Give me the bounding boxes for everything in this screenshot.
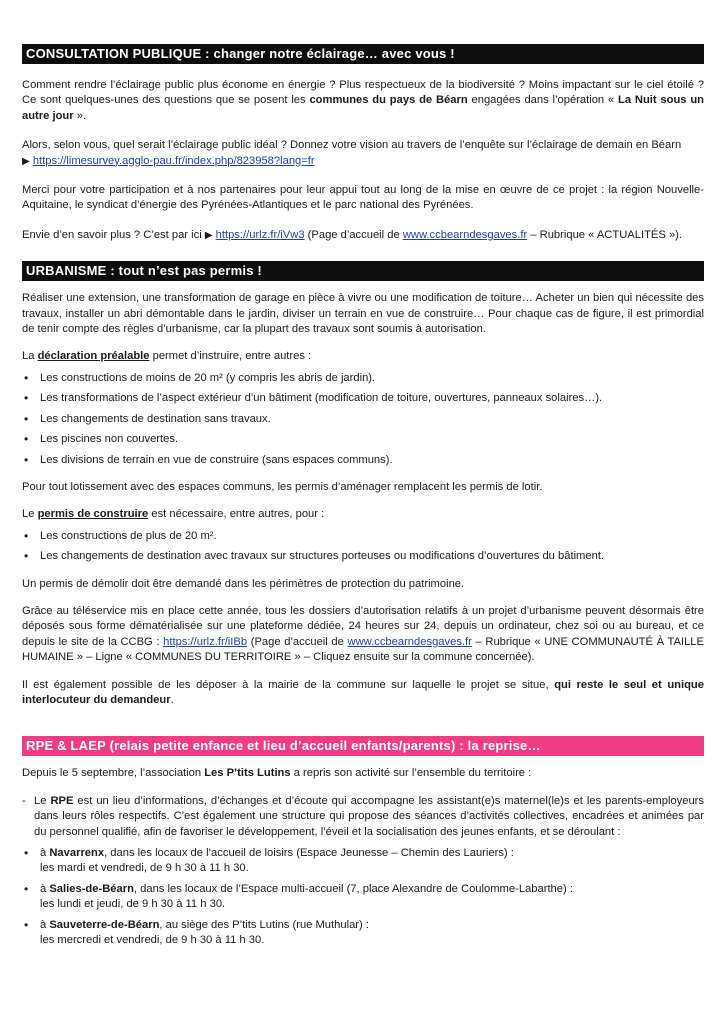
bold-underlined-text: permis de construire: [37, 508, 149, 521]
text: Le: [34, 794, 51, 807]
bold-underlined-text: déclaration préalable: [37, 350, 150, 363]
text: (Page d’accueil de: [247, 635, 348, 648]
list-item: • Les constructions de moins de 20 m² (y compris les abris de jardin).: [22, 371, 704, 386]
list-item: • Les transformations de l’aspect extérieur d’un bâtiment (modification de toiture, ouvertures, panneaux solaires…).: [22, 391, 704, 406]
text: à: [40, 882, 50, 895]
declaration-list: [22, 371, 704, 468]
bold-text: RPE: [50, 794, 74, 807]
list-item: • Les divisions de terrain en vue de construire (sans espaces communs).: [22, 453, 704, 468]
schedule-text: les lundi et jeudi, de 9 h 30 à 11 h 30.: [40, 898, 226, 911]
actualites-short-link[interactable]: https://urlz.fr/iVw3: [215, 228, 305, 241]
paragraph-consultation-thanks: Merci pour votre participation et à nos partenaires pour leur appui tout au long de la mise en œuvre de ce projet : la région Nouvelle-Aquitaine, le syndicat d’énergie des Pyrénées-Atlantiques et le parc national des Pyrénées.: [22, 184, 704, 212]
text: (Page d’accueil de: [304, 228, 403, 241]
text: est nécessaire, entre autres, pour :: [148, 508, 325, 521]
list-item: • Les piscines non couvertes.: [22, 432, 704, 447]
ccbg-website-link[interactable]: www.ccbearndesgaves.fr: [402, 228, 528, 241]
paragraph-consultation-survey: [22, 138, 704, 169]
paragraph-rpe-description: [22, 794, 704, 840]
text: , au siège des P’tits Lutins (rue Muthular) :: [159, 918, 369, 931]
bold-text: La Nuit sous un autre jour: [22, 94, 705, 122]
text: Il est également possible de les déposer à la mairie de la commune sur laquelle le projet se situe,: [22, 678, 555, 691]
text: à: [40, 918, 50, 931]
paragraph-permis-demolir: Un permis de démolir doit être demandé dans les périmètres de protection du patrimoine.: [22, 577, 465, 590]
dash-marker: -: [22, 794, 26, 807]
list-item: [22, 846, 704, 877]
text: Comment rendre l’éclairage public plus économe en énergie ? Plus respectueux de la biodiversité ? Moins impactant sur le ciel étoilé ? Ce sont quelques-unes des questions que se posent les: [22, 79, 704, 107]
paragraph-permis-construire: [22, 507, 704, 522]
text: – Rubrique « UNE COMMUNAUTÉ À TAILLE HUMAINE » – Ligne « COMMUNES DU TERRITOIRE » – Cliquez ensuite sur la commune concernée).: [22, 635, 704, 664]
paragraph-lotissement: Pour tout lotissement avec des espaces communs, les permis d’aménager remplacent les permis de lotir.: [22, 480, 543, 493]
town-name: Sauveterre-de-Béarn: [49, 918, 160, 931]
bold-text: qui reste le seul et unique interlocuteur du demandeur: [22, 678, 704, 706]
text: est un lieu d’informations, d’échanges et d’écoute qui accompagne les assistant(e)s maternel(le)s et les parents-employeurs dans leurs rôles respectifs. C’est également une structure qui propose des séances d’activités collectives, encadrées et animées par du personnel qualifié, afin de favoriser le développement, l’éveil et la socialisation des jeunes enfants, et se déroulant :: [34, 794, 705, 838]
rpe-locations-list: [22, 846, 704, 948]
section-banner-consultation: CONSULTATION PUBLIQUE : changer notre éclairage… avec vous !: [22, 44, 704, 64]
list-item: [22, 882, 704, 913]
text: à: [40, 847, 50, 859]
text: engagées dans l’opération «: [467, 94, 618, 107]
schedule-text: les mercredi et vendredi, de 9 h 30 à 11 h 30.: [40, 934, 265, 947]
section-banner-urbanisme: URBANISME : tout n’est pas permis !: [22, 261, 704, 281]
list-item: • Les changements de destination sans travaux.: [22, 412, 704, 427]
document-page: [22, 44, 704, 948]
ccbg-website-link[interactable]: www.ccbearndesgaves.fr: [347, 635, 472, 648]
text: .: [170, 693, 174, 706]
text: La: [22, 350, 38, 363]
text: Alors, selon vous, quel serait l’éclairage public idéal ? Donnez votre vision au travers de l’enquête sur l’éclairage de demain en Béarn: [22, 139, 682, 152]
arrow-right-icon: ▶: [204, 229, 213, 241]
paragraph-rpe-intro: [22, 766, 704, 781]
list-item: • Les changements de destination avec travaux sur structures porteuses ou modifications d’ouvertures du bâtiment.: [22, 549, 704, 564]
paragraph-teleservice: [22, 604, 704, 666]
text: ».: [73, 109, 87, 122]
text: Grâce au téléservice mis en place cette année, tous les dossiers d’autorisation relatifs à un projet d’urbanisme peuvent désormais être déposés sous forme dématérialisée sur une plateforme dédiée, 24 heures sur 24, depuis un ordinateur, chez soi ou au bureau, et ce depuis le site de la CCBG :: [22, 604, 704, 648]
list-item: [22, 918, 704, 949]
permis-list: [22, 529, 704, 565]
text: , dans les locaux de l’accueil de loisirs (Espace Jeunesse – Chemin des Lauriers) :: [104, 847, 514, 859]
text: permet d’instruire, entre autres :: [149, 350, 312, 363]
section-banner-rpe-laep: RPE & LAEP (relais petite enfance et lieu d’accueil enfants/parents) : la reprise…: [22, 736, 704, 756]
bold-text: Les P’tits Lutins: [204, 767, 291, 780]
schedule-text: les mardi et vendredi, de 9 h 30 à 11 h 30.: [40, 862, 249, 875]
survey-link[interactable]: https://limesurvey.agglo-pau.fr/index.php/823958?lang=fr: [32, 154, 315, 167]
list-item: • Les constructions de plus de 20 m².: [22, 529, 704, 544]
text: Le: [22, 508, 38, 521]
text: a repris son activité sur l’ensemble du territoire :: [290, 767, 532, 780]
paragraph-consultation-more: [22, 228, 704, 243]
text: Depuis le 5 septembre, l’association: [22, 767, 205, 780]
paragraph-consultation-intro: [22, 78, 704, 124]
arrow-right-icon: ▶: [22, 155, 30, 167]
text: , dans les locaux de l’Espace multi-accueil (7, place Alexandre de Coulomme-Labarthe) :: [133, 882, 573, 895]
town-name: Salies-de-Béarn: [49, 882, 134, 895]
town-name: Navarrenx: [49, 847, 105, 859]
text: – Rubrique « ACTUALITÉS »).: [527, 228, 683, 241]
paragraph-mairie: [22, 678, 704, 709]
text: Envie d’en savoir plus ? C’est par ici: [22, 228, 205, 241]
bold-text: communes du pays de Béarn: [309, 94, 468, 107]
paragraph-declaration: [22, 349, 704, 364]
paragraph-urbanisme-intro: Réaliser une extension, une transformation de garage en pièce à vivre ou une modification de toiture… Acheter un bien qui nécessite des travaux, installer un abri démontable dans le jardin, diviser un terrain en vue de construire… Pour chaque cas de figure, il est primordial de tenir compte des règles d’urbanisme, car la plupart des travaux sont soumis à autorisation.: [22, 292, 704, 336]
teleservice-link[interactable]: https://urlz.fr/iIBb: [163, 635, 248, 648]
